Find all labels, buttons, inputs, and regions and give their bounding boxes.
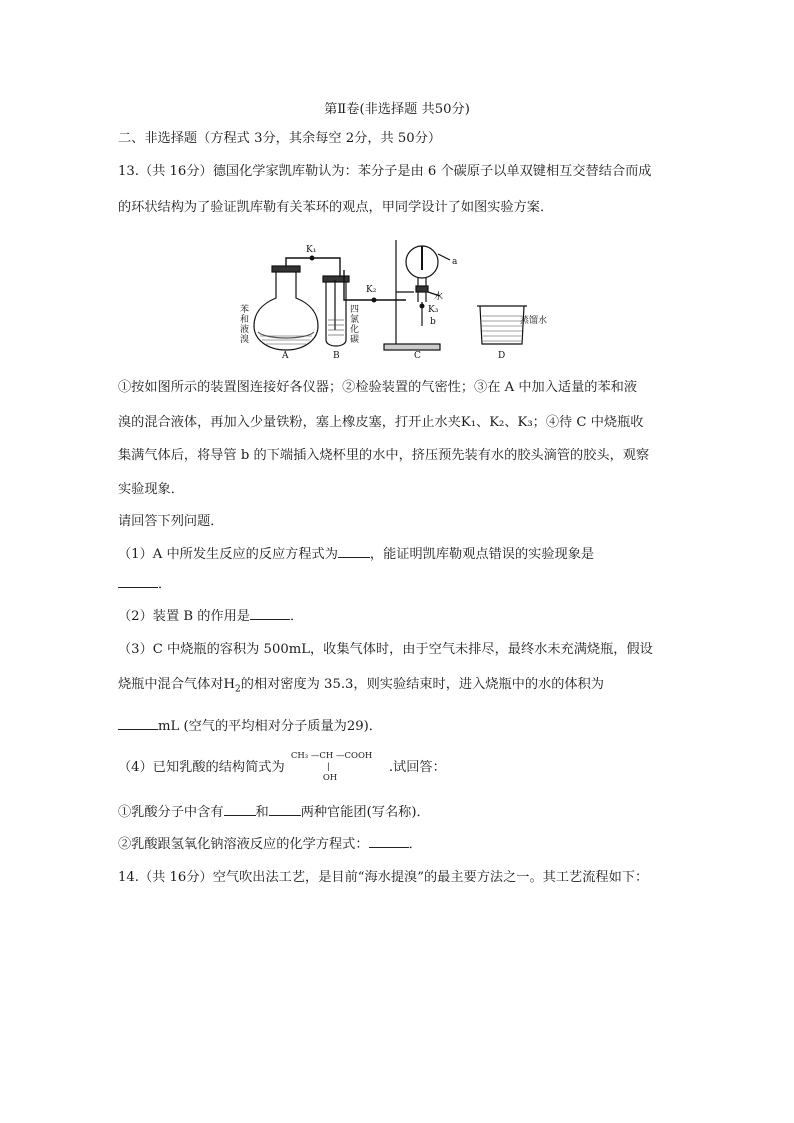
clamp-k2 [372, 298, 377, 303]
q13-sub3-line-3: mL (空气的平均相对分子质量为29)． [118, 715, 382, 734]
answer-blank[interactable] [224, 804, 256, 816]
label-water: 水 [434, 292, 444, 302]
flask-a [254, 266, 318, 350]
svg-text:液: 液 [240, 325, 250, 335]
q13-sub1-cont: ． [118, 573, 171, 592]
answer-blank[interactable] [338, 546, 370, 558]
q13-steps-line-2: 溴的混合液体，再加入少量铁粉，塞上橡皮塞，打开止水夹K₁、K₂、K₃；④待 C 中烧瓶收 [118, 415, 644, 430]
answer-blank[interactable] [250, 608, 290, 620]
q13-prompt: 请回答下列问题． [118, 514, 224, 529]
q13-sub4-1: ①乳酸分子中含有 和 两种官能团(写名称)． [118, 805, 430, 820]
section-title: 第Ⅱ卷(非选择题 共50分) [324, 102, 470, 117]
svg-text:溴: 溴 [240, 335, 250, 345]
q13-intro-line-1: 13.（共 16分）德国化学家凯库勒认为：苯分子是由 6 个碳原子以单双键相互交替结合而成 [118, 164, 652, 179]
clamp-k1 [310, 256, 315, 261]
q14-text: 14.（共 16分）空气吹出法工艺，是目前“海水提溴”的最主要方法之一。其工艺流程如下： [118, 870, 649, 885]
svg-text:四: 四 [350, 305, 360, 315]
svg-text:碳: 碳 [350, 335, 360, 345]
tube-b [323, 276, 349, 346]
part-heading: 二、非选择题（方程式 3分，其余每空 2分，共 50分） [118, 131, 442, 146]
flask-c-stand [384, 240, 440, 350]
letter-a: A [282, 351, 289, 360]
label-k3: K₃ [428, 305, 439, 315]
answer-blank[interactable] [118, 576, 158, 588]
label-k2: K₂ [366, 285, 377, 295]
clamp-k3 [420, 304, 425, 309]
letter-b: B [333, 351, 340, 360]
svg-text:苯: 苯 [240, 305, 250, 315]
q13-steps-line-1: ①按如图所示的装置图连接好各仪器；②检验装置的气密性；③在 A 中加入适量的苯和液 [118, 380, 638, 395]
q13-intro-line-2: 的环状结构为了验证凯库勒有关苯环的观点，甲同学设计了如图实验方案． [118, 200, 554, 215]
label-benzene-bromine [240, 303, 249, 345]
q13-steps-line-4: 实验现象． [118, 482, 184, 497]
svg-text:和: 和 [240, 315, 250, 325]
svg-text:化: 化 [350, 325, 360, 335]
label-k1: K₁ [306, 245, 317, 255]
label-distilled-water: 蒸馏水 [520, 316, 548, 326]
tube-b-liquid [328, 320, 344, 335]
answer-blank[interactable] [269, 804, 301, 816]
q13-sub4-2: ②乳酸跟氢氧化钠溶液反应的化学方程式： ． [118, 837, 422, 852]
q13-sub4: （4）已知乳酸的结构简式为 CH₃ —CH —COOH | OH .试回答： [118, 751, 446, 783]
q13-sub3-line-1: （3）C 中烧瓶的容积为 500mL，收集气体时，由于空气未排尽，最终水未充满烧瓶，假设 [118, 642, 653, 657]
flask-a-liquid [260, 336, 312, 344]
q13-steps-line-3: 集满气体后，将导管 b 的下端插入烧杯里的水中，挤压预先装有水的胶头滴管的胶头，观察 [118, 448, 650, 463]
experiment-apparatus-figure [236, 240, 576, 360]
answer-blank[interactable] [369, 836, 409, 848]
label-a: a [452, 257, 458, 267]
q13-sub2: （2）装置 B 的作用是 ． [118, 609, 304, 624]
label-ccl4 [350, 304, 359, 345]
answer-blank[interactable] [118, 718, 158, 730]
beaker-d-liquid [482, 316, 522, 341]
q13-sub3-line-2: 烧瓶中混合气体对$H_2$的相对密度为 35.3，则实验结束时，进入烧瓶中的水的体积为 [118, 677, 604, 695]
lactic-acid-structure: CH₃ —CH —COOH | OH [290, 751, 373, 783]
svg-text:氯: 氯 [350, 315, 360, 325]
label-b: b [430, 317, 436, 327]
q13-sub1: （1）A 中所发生反应的反应方程式为 ，能证明凯库勒观点错误的实验现象是 [118, 547, 595, 562]
letter-d: D [498, 351, 506, 360]
letter-c: C [414, 351, 421, 360]
